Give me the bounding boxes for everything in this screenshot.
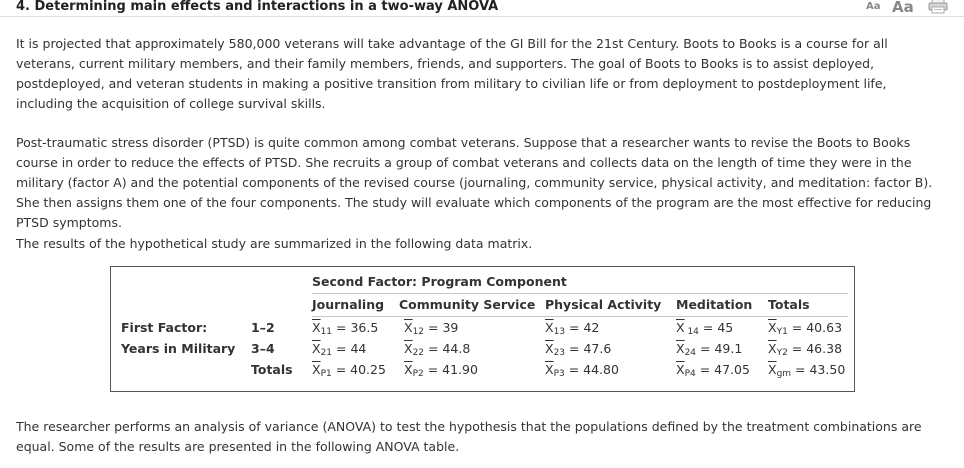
grand-mean-cell: $\overline{X}_{gm} = 43.50$ [768,362,846,379]
row-label-3-4: 3–4 [251,341,275,356]
column-total-cell: $\overline{X}_{P2} = 41.90$ [404,362,478,379]
question-title: 4. Determining main effects and interactions in a two-way ANOVA [16,0,499,14]
second-factor-rule [312,293,848,294]
header-divider [0,16,964,17]
row-total-cell: $\overline{X}_{Y1} = 40.63$ [768,320,843,337]
mean-cell: $\overline{X}_{21} = 44$ [312,341,367,358]
row-total-cell: $\overline{X}_{Y2} = 46.38$ [768,341,843,358]
column-header-rule [312,316,848,317]
mean-cell: $\overline{X}_{13} = 42$ [545,320,600,337]
column-total-cell: $\overline{X}_{P1} = 40.25$ [312,362,386,379]
row-label-1-2: 1–2 [251,320,275,335]
increase-font-button[interactable]: Aa [892,0,914,16]
column-header-community-service: Community Service [399,297,536,312]
mean-cell: $\overline{X}_{11} = 36.5$ [312,320,379,337]
data-matrix [110,266,855,392]
column-header-physical-activity: Physical Activity [545,297,662,312]
question-header [0,0,964,16]
mean-cell: $\overline{X}_{22} = 44.8$ [404,341,471,358]
mean-cell: $\overline{X}_{23} = 47.6$ [545,341,612,358]
first-factor-label: First Factor: [121,320,208,335]
mean-cell: $\overline{X}_{24} = 49.1$ [676,341,743,358]
mean-cell: $\overline{X}$ $_{14}$ = 45 [676,320,734,337]
study-paragraph: Post-traumatic stress disorder (PTSD) is quite common among combat veterans. Suppose that a researcher wants to revise the Boots to Books course in order to reduce the effects of PTSD. She recruits a group of combat veterans and collects data on the length of time they were in the military (factor A) and the potential components of the revised course (journaling, community service, physical activity, and meditation: factor B). She then assigns them one of the four components. The study will evaluate which components of the program are the most effective for reducing PTSD symptoms. [16,135,933,230]
print-icon[interactable] [928,0,948,14]
column-total-cell: $\overline{X}_{P4} = 47.05$ [676,362,750,379]
mean-cell: $\overline{X}_{12} = 39$ [404,320,459,337]
column-total-cell: $\overline{X}_{P3} = 44.80$ [545,362,619,379]
row-label-totals: Totals [251,362,293,377]
intro-paragraph: It is projected that approximately 580,000 veterans will take advantage of the GI Bill for the 21st Century. Boots to Books is a course for all veterans, current military members, and their family members, friends, and supporters. The goal of Boots to Books is to assist deployed, postdeployed, and veteran students in making a positive transition from military to civilian life or from deployment to postdeployment life, including the acquisition of college survival skills. [16,36,888,111]
results-paragraph: The results of the hypothetical study are summarized in the following data matrix. [16,236,533,251]
second-factor-label: Second Factor: Program Component [312,274,567,289]
anova-paragraph: The researcher performs an analysis of variance (ANOVA) to test the hypothesis that the populations defined by the treatment combinations are equal. Some of the results are presented in the following ANOVA table. [16,419,922,454]
first-factor-label-years: Years in Military [121,341,236,356]
decrease-font-button[interactable]: Aa [866,1,881,12]
column-header-meditation: Meditation [676,297,753,312]
column-header-totals: Totals [768,297,810,312]
column-header-journaling: Journaling [312,297,385,312]
